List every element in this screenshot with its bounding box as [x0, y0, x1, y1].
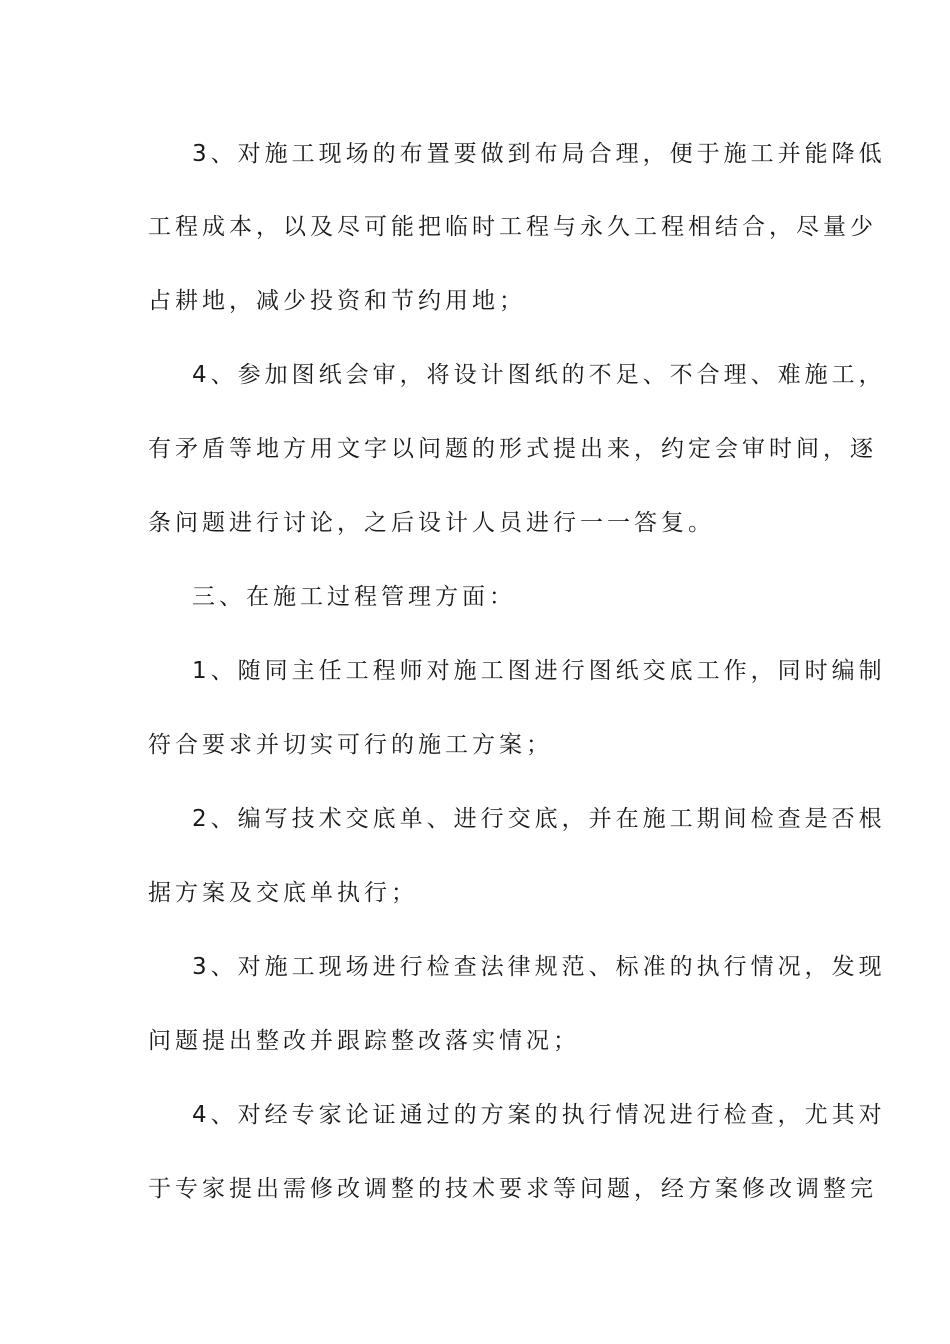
paragraph-item-4-line-2: 有矛盾等地方用文字以问题的形式提出来，约定会审时间，逐	[148, 436, 877, 462]
paragraph-item-4-line-3: 条问题进行讨论，之后设计人员进行一一答复。	[148, 510, 715, 536]
paragraph-step-3-line-1: 3、对施工现场进行检查法律规范、标准的执行情况，发现	[192, 954, 886, 980]
paragraph-item-3-line-1: 3、对施工现场的布置要做到布局合理，便于施工并能降低	[192, 141, 886, 167]
paragraph-item-3-line-3: 占耕地，减少投资和节约用地；	[148, 288, 526, 314]
paragraph-item-4-line-1: 4、参加图纸会审，将设计图纸的不足、不合理、难施工，	[192, 362, 886, 388]
paragraph-step-1-line-1: 1、随同主任工程师对施工图进行图纸交底工作，同时编制	[192, 658, 886, 684]
paragraph-step-4-line-1: 4、对经专家论证通过的方案的执行情况进行检查，尤其对	[192, 1102, 886, 1128]
paragraph-step-2-line-1: 2、编写技术交底单、进行交底，并在施工期间检查是否根	[192, 806, 886, 832]
paragraph-step-2-line-2: 据方案及交底单执行；	[148, 880, 418, 906]
paragraph-item-3-line-2: 工程成本，以及尽可能把临时工程与永久工程相结合，尽量少	[148, 214, 877, 240]
paragraph-step-1-line-2: 符合要求并切实可行的施工方案；	[148, 732, 553, 758]
section-heading: 三、在施工过程管理方面：	[192, 584, 516, 610]
paragraph-step-3-line-2: 问题提出整改并跟踪整改落实情况；	[148, 1028, 580, 1054]
paragraph-step-4-line-2: 于专家提出需修改调整的技术要求等问题，经方案修改调整完	[148, 1176, 877, 1202]
